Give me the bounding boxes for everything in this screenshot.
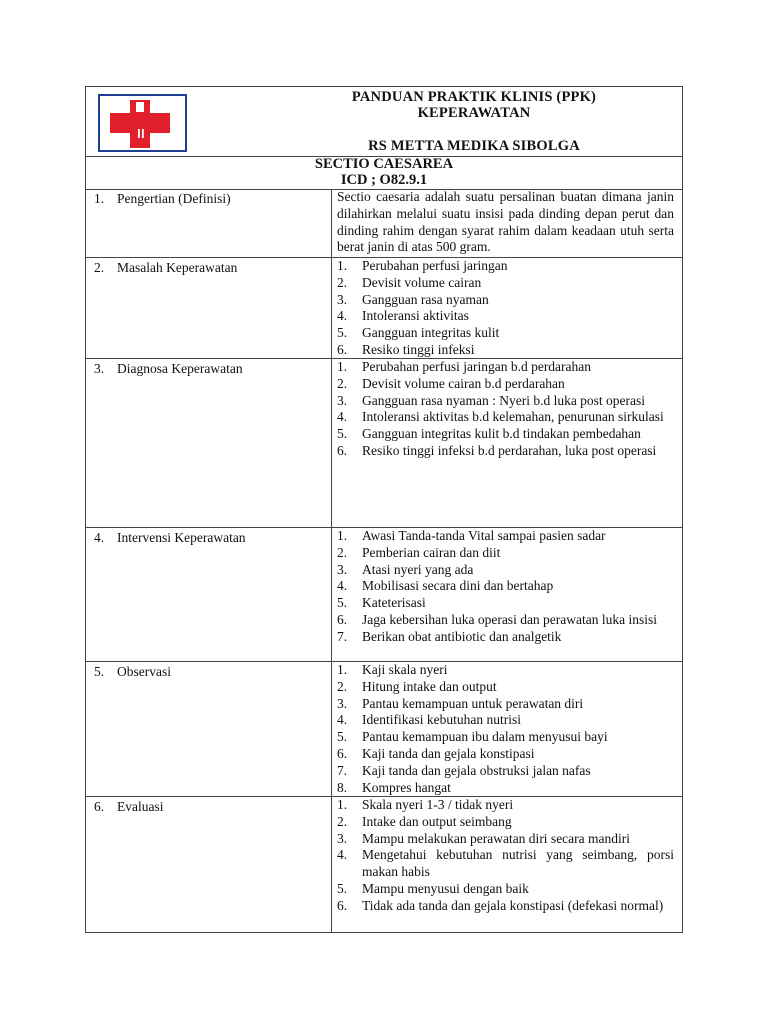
list-item: 3. Mampu melakukan perawatan diri secara mandiri — [337, 830, 631, 846]
hospital-logo — [98, 94, 187, 152]
section-label: Diagnosa Keperawatan — [117, 361, 243, 376]
list-item: 6. Tidak ada tanda dan gejala konstipasi (defekasi normal) — [337, 897, 664, 913]
list-item: 1. Awasi Tanda-tanda Vital sampai pasien sadar — [337, 528, 606, 543]
list-item: 4. Mobilisasi secara dini dan bertahap — [337, 578, 554, 594]
intervention-list — [337, 528, 674, 646]
list-item: 8. Kompres hangat — [337, 779, 451, 795]
document-title: PANDUAN PRAKTIK KLINIS (PPK) — [351, 89, 597, 105]
list-item: 1. Perubahan perfusi jaringan b.d perdarahan — [337, 359, 592, 374]
section-masalah — [85, 258, 683, 359]
evaluation-list — [337, 797, 674, 915]
section-content — [337, 528, 674, 646]
section-content — [337, 359, 674, 460]
list-item: 1. Perubahan perfusi jaringan — [337, 258, 508, 273]
list-item: 6. Resiko tinggi infeksi b.d perdarahan, luka post operasi — [337, 442, 657, 458]
observation-list — [337, 662, 674, 796]
problem-list — [337, 258, 674, 359]
list-item: 5. Pantau kemampuan ibu dalam menyusui bayi — [337, 729, 608, 745]
list-item: 1. Kaji skala nyeri — [337, 662, 448, 677]
list-item: 5. Gangguan integritas kulit — [337, 325, 500, 341]
section-number: 2. — [94, 260, 105, 275]
procedure-title-row — [85, 156, 683, 190]
list-item: 2. Hitung intake dan output — [337, 678, 497, 694]
list-item: 6. Resiko tinggi infeksi — [337, 341, 475, 357]
list-item: 2. Pemberian cairan dan diit — [337, 544, 501, 560]
definition-text: Sectio caesaria adalah suatu persalinan buatan dimana janin dilahirkan melalui suatu insisi pada dinding depan perut dan dinding rahim dengan syarat rahim dalam keadaan utuh serta berat janin di atas 500 gram. — [337, 189, 674, 255]
list-item: 3. Gangguan rasa nyaman : Nyeri b.d luka post operasi — [337, 392, 646, 408]
list-item: 7. Berikan obat antibiotic dan analgetik — [337, 628, 562, 644]
document-header — [85, 86, 683, 157]
section-label: Evaluasi — [117, 799, 164, 814]
column-divider — [331, 189, 332, 257]
section-number: 1. — [94, 191, 105, 206]
list-item: 2. Intake dan output seimbang — [337, 813, 512, 829]
section-observasi — [85, 662, 683, 797]
section-diagnosa — [85, 359, 683, 528]
column-divider — [331, 797, 332, 932]
list-item: 6. Kaji tanda dan gejala konstipasi — [337, 745, 535, 761]
list-item: 1. Skala nyeri 1-3 / tidak nyeri — [337, 797, 514, 812]
list-item: 5. Mampu menyusui dengan baik — [337, 880, 529, 896]
diagnosis-list — [337, 359, 674, 460]
document-subtitle: KEPERAWATAN — [417, 105, 531, 121]
section-content — [337, 189, 674, 256]
section-number: 3. — [94, 361, 105, 376]
section-content — [337, 662, 674, 796]
section-label: Observasi — [117, 664, 171, 679]
list-item: 6. Jaga kebersihan luka operasi dan perawatan luka insisi — [337, 611, 658, 627]
list-item: 4. Intoleransi aktivitas b.d kelemahan, penurunan sirkulasi — [337, 409, 664, 425]
column-divider — [331, 359, 332, 527]
hospital-name: RS METTA MEDIKA SIBOLGA — [368, 138, 580, 154]
section-content — [337, 258, 674, 359]
section-number: 5. — [94, 664, 105, 679]
red-cross-logo-icon — [100, 96, 185, 150]
section-number: 6. — [94, 799, 105, 814]
list-item: 3. Atasi nyeri yang ada — [337, 561, 474, 577]
section-pengertian — [85, 189, 683, 258]
list-item: 7. Kaji tanda dan gejala obstruksi jalan nafas — [337, 762, 591, 778]
list-item: 3. Gangguan rasa nyaman — [337, 291, 489, 307]
list-item: 5. Gangguan integritas kulit b.d tindakan pembedahan — [337, 426, 641, 442]
list-item: 4. Identifikasi kebutuhan nutrisi — [337, 712, 521, 728]
section-number: 4. — [94, 530, 105, 545]
section-evaluasi — [85, 797, 683, 933]
section-intervensi — [85, 528, 683, 662]
section-content — [337, 797, 674, 915]
section-label: Pengertian (Definisi) — [117, 191, 231, 206]
list-item: 4. Mengetahui kebutuhan nutrisi yang seimbang, porsi makan habis — [337, 847, 674, 880]
list-item: 5. Kateterisasi — [337, 595, 426, 611]
list-item: 2. Devisit volume cairan b.d perdarahan — [337, 375, 565, 391]
procedure-name: SECTIO CAESAREA — [314, 156, 454, 172]
list-item: 2. Devisit volume cairan — [337, 274, 482, 290]
column-divider — [331, 528, 332, 661]
section-label: Intervensi Keperawatan — [117, 530, 246, 545]
column-divider — [331, 258, 332, 358]
column-divider — [331, 662, 332, 796]
list-item: 3. Pantau kemampuan untuk perawatan diri — [337, 695, 584, 711]
section-label: Masalah Keperawatan — [117, 260, 238, 275]
list-item: 4. Intoleransi aktivitas — [337, 308, 469, 324]
icd-code: ICD ; O82.9.1 — [340, 172, 428, 188]
